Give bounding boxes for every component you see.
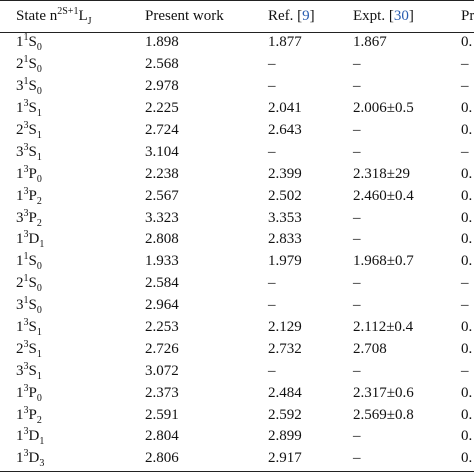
ref-cell: – <box>268 362 276 379</box>
expt-cell: – <box>353 231 361 248</box>
table-row <box>0 273 474 295</box>
ref-cell: 2.129 <box>268 319 302 336</box>
expt-cell: 1.867 <box>353 34 387 51</box>
table-row <box>0 229 474 251</box>
state-cell: $2^3S_1$ <box>16 338 42 360</box>
state-cell: $3^3S_1$ <box>16 141 42 163</box>
present-work-cell: 2.804 <box>145 428 179 445</box>
header-state: State $n^{2S+1}L_J$ <box>16 6 92 27</box>
header-present-work: Present work <box>145 8 224 24</box>
present-work-cell: 2.567 <box>145 187 179 204</box>
table-row <box>0 404 474 426</box>
table-row <box>0 317 474 339</box>
ref-cell: 3.353 <box>268 209 302 226</box>
ref-cell: – <box>268 297 276 314</box>
table-row <box>0 32 474 54</box>
truncated-cell: – <box>461 78 469 95</box>
header-row <box>0 1 474 32</box>
truncated-cell: – <box>461 56 469 73</box>
present-work-cell: 2.808 <box>145 231 179 248</box>
expt-cell: 1.968±0.7 <box>353 253 414 270</box>
expt-cell: 2.006±0.5 <box>353 100 414 117</box>
table-row <box>0 54 474 76</box>
state-cell: $1^3D_3$ <box>16 448 45 470</box>
ref-cell: 2.899 <box>268 428 302 445</box>
expt-cell: – <box>353 209 361 226</box>
ref-cell: – <box>268 78 276 95</box>
present-work-cell: 3.072 <box>145 362 179 379</box>
state-cell: $1^3S_1$ <box>16 98 42 120</box>
present-work-cell: 2.373 <box>145 384 179 401</box>
state-cell: $2^1S_0$ <box>16 54 42 76</box>
table-row <box>0 141 474 163</box>
present-work-cell: 2.806 <box>145 450 179 467</box>
state-cell: $3^1S_0$ <box>16 76 42 98</box>
table-row <box>0 426 474 448</box>
present-work-cell: 2.964 <box>145 297 179 314</box>
state-cell: $1^1S_0$ <box>16 32 42 54</box>
state-cell: $3^1S_0$ <box>16 295 42 317</box>
present-work-cell: 2.225 <box>145 100 179 117</box>
expt-cell: 2.317±0.6 <box>353 384 414 401</box>
ref-cell: – <box>268 275 276 292</box>
table-row <box>0 207 474 229</box>
truncated-cell: 0. <box>461 384 473 401</box>
present-work-cell: 3.323 <box>145 209 179 226</box>
state-cell: $1^3P_0$ <box>16 163 42 185</box>
truncated-cell: 0. <box>461 165 473 182</box>
table-row <box>0 185 474 207</box>
table-row <box>0 338 474 360</box>
expt-cell: – <box>353 78 361 95</box>
truncated-cell: – <box>461 362 469 379</box>
table-row <box>0 98 474 120</box>
expt-cell: – <box>353 275 361 292</box>
header-truncated: Pr <box>461 8 474 24</box>
ref-cell: 2.732 <box>268 340 302 357</box>
ref-cell: 2.592 <box>268 406 302 423</box>
ref-cell: 1.979 <box>268 253 302 270</box>
state-cell: $1^1S_0$ <box>16 251 42 273</box>
truncated-cell: 0. <box>461 319 473 336</box>
expt-cell: 2.569±0.8 <box>353 406 414 423</box>
present-work-cell: 2.584 <box>145 275 179 292</box>
present-work-cell: 1.898 <box>145 34 179 51</box>
truncated-cell: 0. <box>461 100 473 117</box>
truncated-cell: 0. <box>461 450 473 467</box>
state-cell: $2^1S_0$ <box>16 273 42 295</box>
ref-cell: 2.399 <box>268 165 302 182</box>
present-work-cell: 2.238 <box>145 165 179 182</box>
ref-cell: 2.833 <box>268 231 302 248</box>
expt-cell: – <box>353 428 361 445</box>
table-row <box>0 448 474 470</box>
ref-link[interactable]: 9 <box>302 8 310 24</box>
expt-cell: – <box>353 297 361 314</box>
table-body <box>0 32 474 470</box>
mass-spectrum-table <box>0 1 474 470</box>
state-cell: $3^3P_2$ <box>16 207 42 229</box>
table-row <box>0 76 474 98</box>
present-work-cell: 2.978 <box>145 78 179 95</box>
state-cell: $2^3S_1$ <box>16 120 42 141</box>
truncated-cell: – <box>461 297 469 314</box>
state-cell: $3^3S_1$ <box>16 360 42 382</box>
ref-cell: 2.041 <box>268 100 302 117</box>
ref-cell: 2.917 <box>268 450 302 467</box>
expt-cell: – <box>353 122 361 138</box>
truncated-cell: – <box>461 143 469 160</box>
ref-cell: 2.643 <box>268 122 302 138</box>
present-work-cell: 1.933 <box>145 253 179 270</box>
present-work-cell: 2.724 <box>145 122 179 138</box>
expt-cell: 2.112±0.4 <box>353 319 414 336</box>
present-work-cell: 2.568 <box>145 56 179 73</box>
table-row <box>0 163 474 185</box>
expt-cell: – <box>353 56 361 73</box>
truncated-cell: – <box>461 275 469 292</box>
present-work-cell: 2.726 <box>145 340 179 357</box>
ref-cell: – <box>268 143 276 160</box>
header-expt: Expt. [30] <box>353 8 414 24</box>
expt-cell: 2.460±0.4 <box>353 187 414 204</box>
state-cell: $1^3D_1$ <box>16 426 45 448</box>
expt-cell: 2.318±29 <box>353 165 410 182</box>
table-row <box>0 251 474 273</box>
bottom-rule <box>0 471 474 472</box>
present-work-cell: 3.104 <box>145 143 179 160</box>
expt-cell: – <box>353 450 361 467</box>
truncated-cell: 0. <box>461 253 473 270</box>
truncated-cell: 0. <box>461 428 473 445</box>
table-row <box>0 120 474 142</box>
expt-cell: 2.708 <box>353 340 387 357</box>
state-cell: $1^3D_1$ <box>16 229 45 251</box>
truncated-cell: 0. <box>461 406 473 423</box>
state-cell: $1^3P_0$ <box>16 382 42 404</box>
truncated-cell: 0. <box>461 122 473 138</box>
table-row <box>0 382 474 404</box>
ref-cell: 2.484 <box>268 384 302 401</box>
ref-cell: – <box>268 56 276 73</box>
present-work-cell: 2.253 <box>145 319 179 336</box>
truncated-cell: 0. <box>461 231 473 248</box>
present-work-cell: 2.591 <box>145 406 179 423</box>
header-ref: Ref. [9] <box>268 8 315 24</box>
state-cell: $1^3P_2$ <box>16 185 42 207</box>
truncated-cell: 0. <box>461 187 473 204</box>
truncated-cell: 0. <box>461 34 473 51</box>
expt-cell: – <box>353 143 361 160</box>
state-cell: $1^3S_1$ <box>16 317 42 339</box>
table-row <box>0 295 474 317</box>
truncated-cell: 0. <box>461 209 473 226</box>
truncated-cell: 0. <box>461 340 473 357</box>
ref-cell: 1.877 <box>268 34 302 51</box>
expt-cell: – <box>353 362 361 379</box>
ref-cell: 2.502 <box>268 187 302 204</box>
state-cell: $1^3P_2$ <box>16 404 42 426</box>
table-row <box>0 360 474 382</box>
expt-ref-link[interactable]: 30 <box>393 8 409 24</box>
